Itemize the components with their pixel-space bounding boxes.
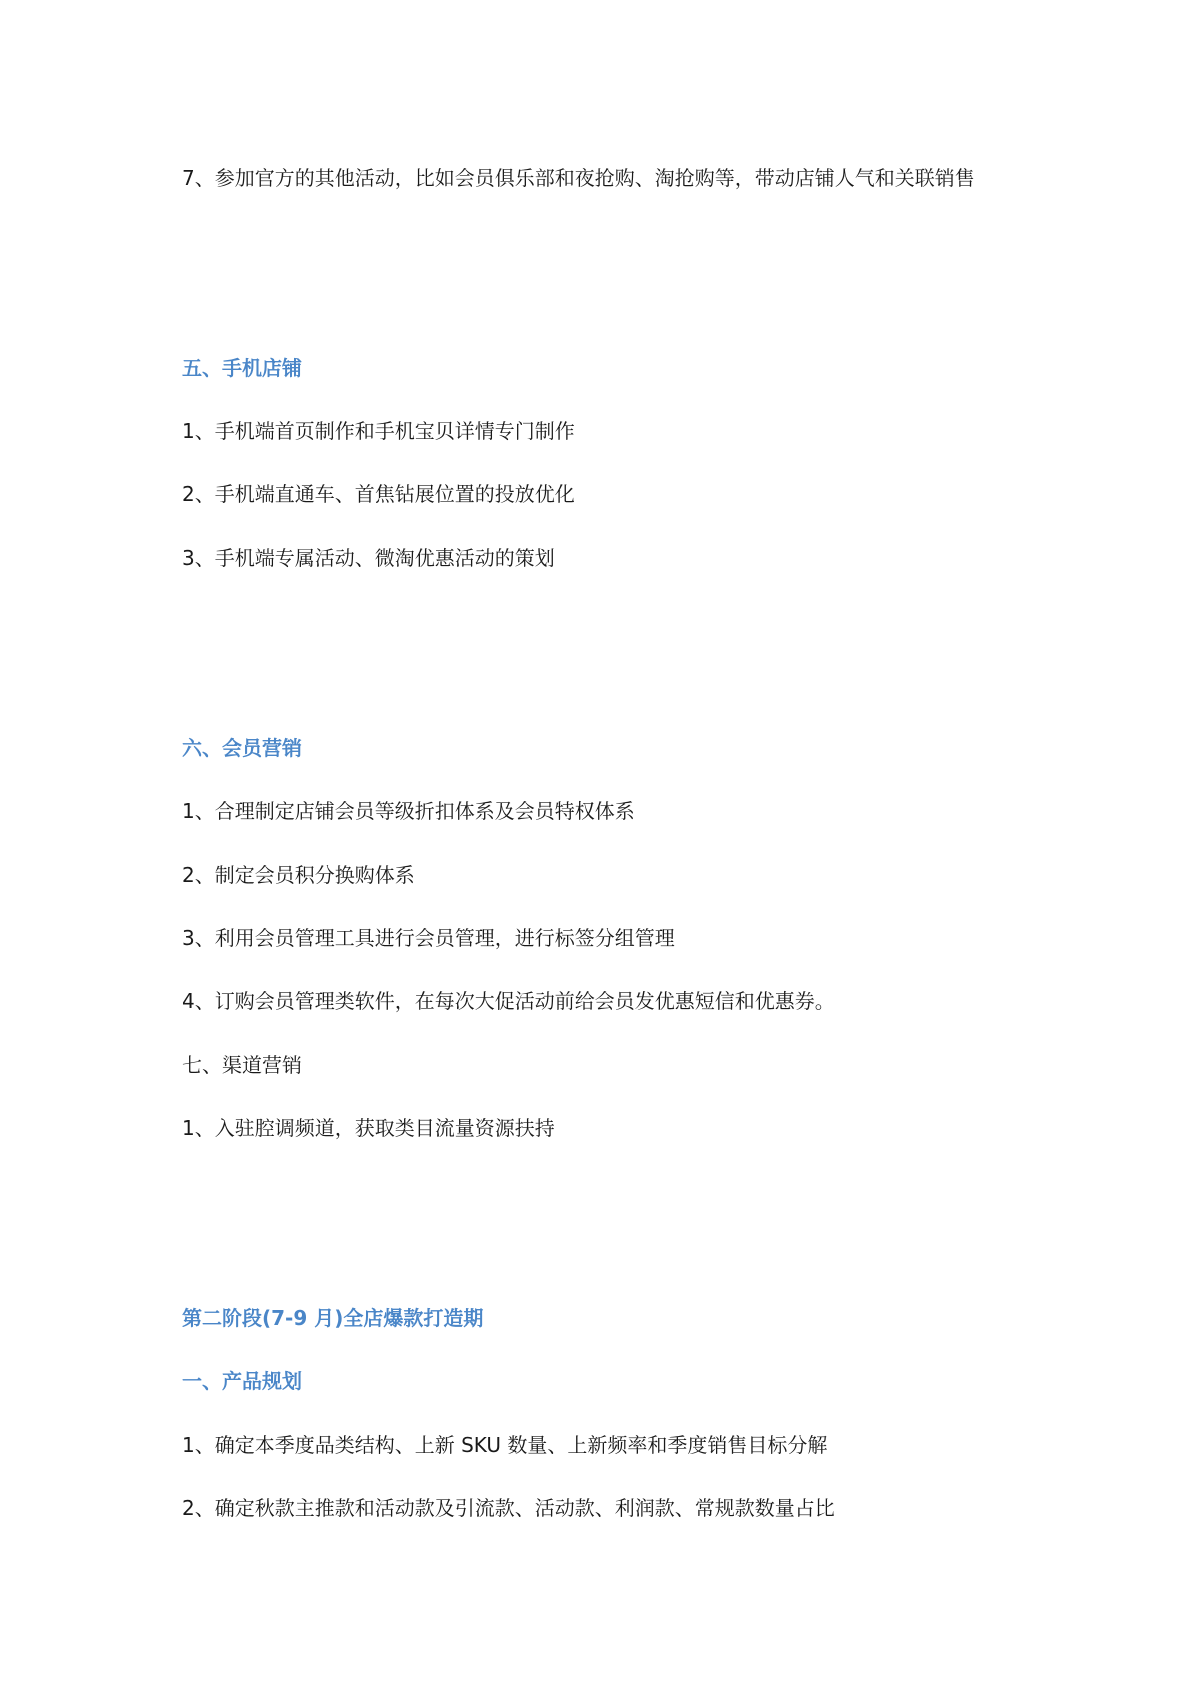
list-item: 2、制定会员积分换购体系 [182, 863, 415, 887]
list-item: 1、合理制定店铺会员等级折扣体系及会员特权体系 [182, 799, 635, 823]
list-item: 3、利用会员管理工具进行会员管理，进行标签分组管理 [182, 926, 675, 950]
list-item: 1、入驻腔调频道，获取类目流量资源扶持 [182, 1116, 555, 1140]
stage-heading: 第二阶段(7-9 月)全店爆款打造期 [182, 1306, 484, 1330]
list-item: 1、确定本季度品类结构、上新 SKU 数量、上新频率和季度销售目标分解 [182, 1433, 828, 1457]
section-heading-member-marketing: 六、会员营销 [182, 736, 302, 760]
section-heading-channel-marketing: 七、渠道营销 [182, 1053, 302, 1077]
list-item: 7、参加官方的其他活动，比如会员俱乐部和夜抢购、淘抢购等，带动店铺人气和关联销售 [182, 166, 975, 190]
list-item: 2、手机端直通车、首焦钻展位置的投放优化 [182, 482, 575, 506]
section-heading-product-planning: 一、产品规划 [182, 1369, 302, 1393]
list-item: 4、订购会员管理类软件，在每次大促活动前给会员发优惠短信和优惠券。 [182, 989, 835, 1013]
list-item: 3、手机端专属活动、微淘优惠活动的策划 [182, 546, 555, 570]
list-item: 2、确定秋款主推款和活动款及引流款、活动款、利润款、常规款数量占比 [182, 1496, 835, 1520]
list-item: 1、手机端首页制作和手机宝贝详情专门制作 [182, 419, 575, 443]
section-heading-mobile-store: 五、手机店铺 [182, 356, 302, 380]
